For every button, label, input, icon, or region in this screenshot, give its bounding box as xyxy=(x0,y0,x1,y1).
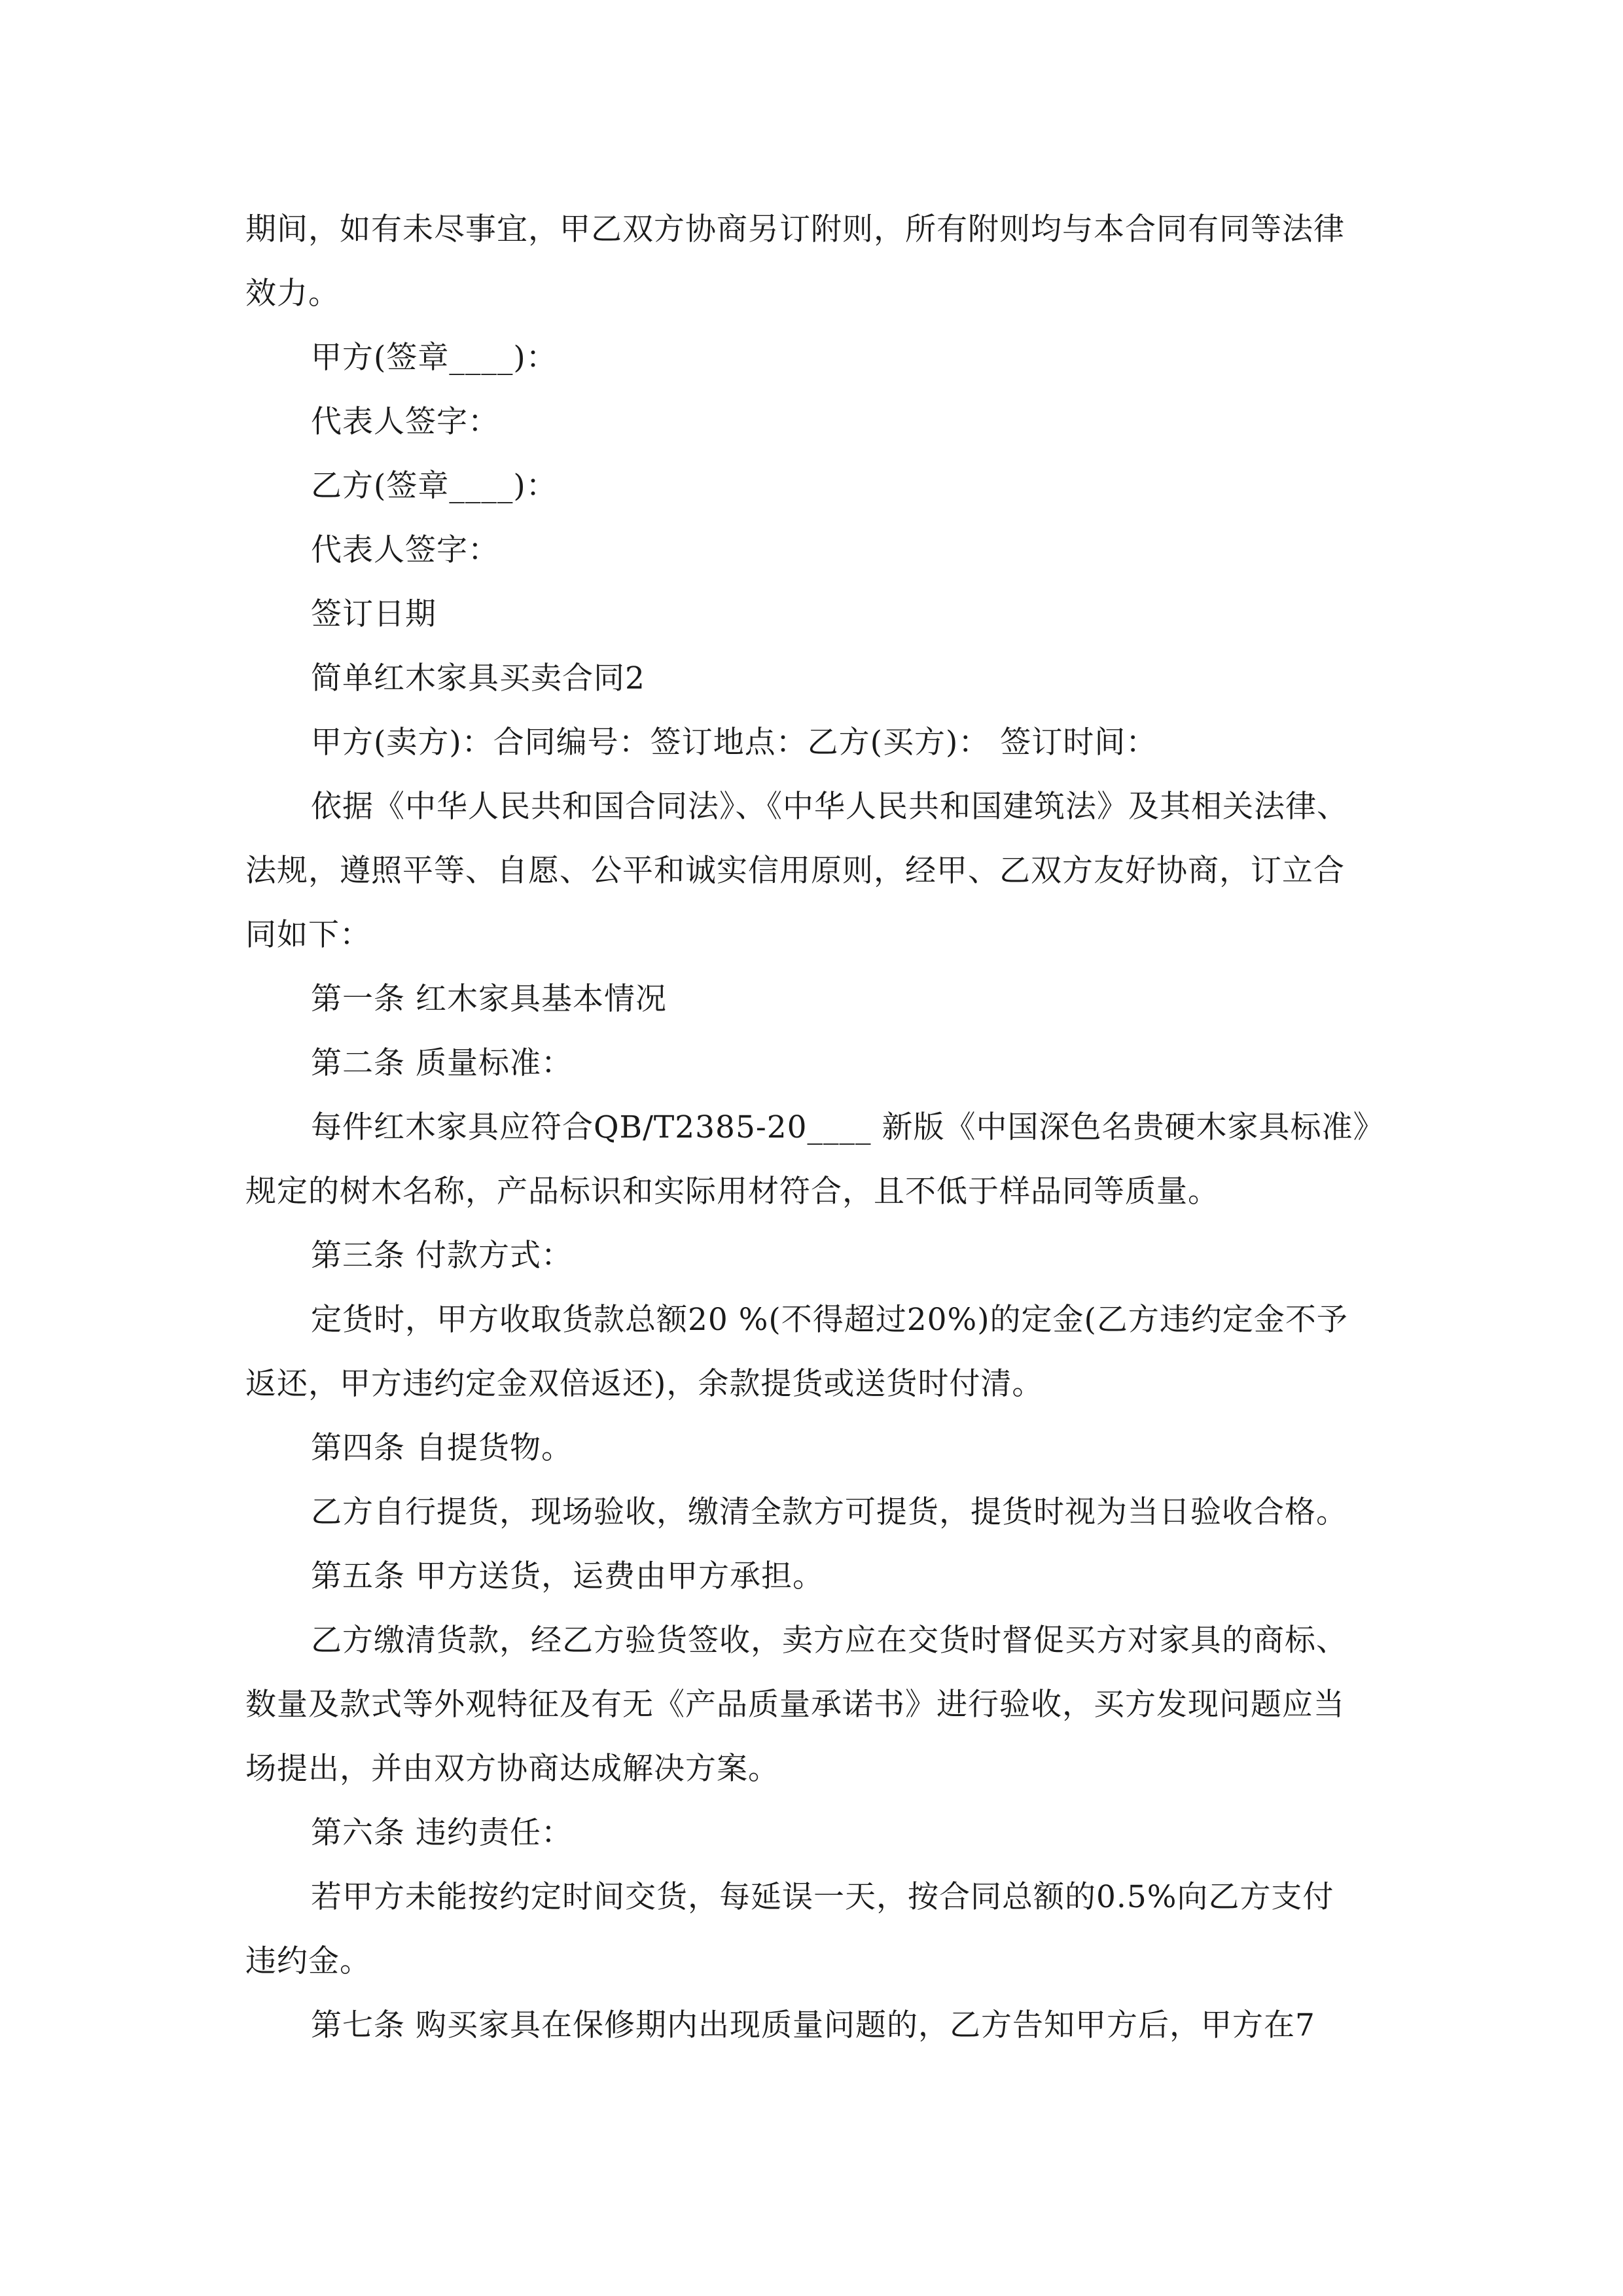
article-heading: 第二条 质量标准： xyxy=(311,1045,573,1081)
article-heading: 第六条 违约责任： xyxy=(311,1815,573,1851)
party-b-signature: 乙方(签章____)： xyxy=(311,468,558,504)
text-line: 同如下： xyxy=(245,917,371,953)
text-line: 法规，遵照平等、自愿、公平和诚实信用原则，经甲、乙双方友好协商，订立合 xyxy=(245,853,1345,889)
article-heading: 第一条 红木家具基本情况 xyxy=(311,981,667,1017)
text-line: 返还，甲方违约定金双倍返还)，余款提货或送货时付清。 xyxy=(245,1366,1044,1402)
text-line: 场提出，并由双方协商达成解决方案。 xyxy=(245,1751,779,1787)
text-line: 规定的树木名称，产品标识和实际用材符合，且不低于样品同等质量。 xyxy=(245,1174,1219,1210)
representative-signature: 代表人签字： xyxy=(311,532,499,568)
article-heading: 第七条 购买家具在保修期内出现质量问题的，乙方告知甲方后，甲方在7 xyxy=(311,2007,1315,2043)
article-heading: 第五条 甲方送货，运费由甲方承担。 xyxy=(311,1558,824,1594)
text-line: 依据《中华人民共和国合同法》、《中华人民共和国建筑法》及其相关法律、 xyxy=(311,789,1348,825)
article-heading: 第三条 付款方式： xyxy=(311,1238,573,1274)
text-line: 每件红木家具应符合QB/T2385-20____ 新版《中国深色名贵硬木家具标准》 xyxy=(311,1109,1385,1145)
text-line: 乙方缴清货款，经乙方验货签收，卖方应在交货时督促买方对家具的商标、 xyxy=(311,1623,1347,1659)
text-line: 期间，如有未尽事宜，甲乙双方协商另订附则，所有附则均与本合同有同等法律 xyxy=(245,211,1345,247)
text-line: 若甲方未能按约定时间交货，每延误一天，按合同总额的0.5%向乙方支付 xyxy=(311,1879,1334,1915)
contract-title: 简单红木家具买卖合同2 xyxy=(311,660,645,696)
party-a-signature: 甲方(签章____)： xyxy=(311,340,558,376)
contract-parties-header: 甲方(卖方)：合同编号：签订地点：乙方(买方)： 签订时间： xyxy=(311,725,1158,761)
text-line: 效力。 xyxy=(245,276,340,312)
document-body xyxy=(245,198,1397,2058)
article-heading: 第四条 自提货物。 xyxy=(311,1430,573,1466)
text-line: 违约金。 xyxy=(245,1943,371,1979)
text-line: 乙方自行提货，现场验收，缴清全款方可提货，提货时视为当日验收合格。 xyxy=(311,1494,1347,1530)
representative-signature: 代表人签字： xyxy=(311,404,499,440)
text-line: 定货时，甲方收取货款总额20 %(不得超过20%)的定金(乙方违约定金不予 xyxy=(311,1302,1348,1338)
text-line: 数量及款式等外观特征及有无《产品质量承诺书》进行验收，买方发现问题应当 xyxy=(245,1687,1345,1723)
signing-date: 签订日期 xyxy=(311,596,437,632)
